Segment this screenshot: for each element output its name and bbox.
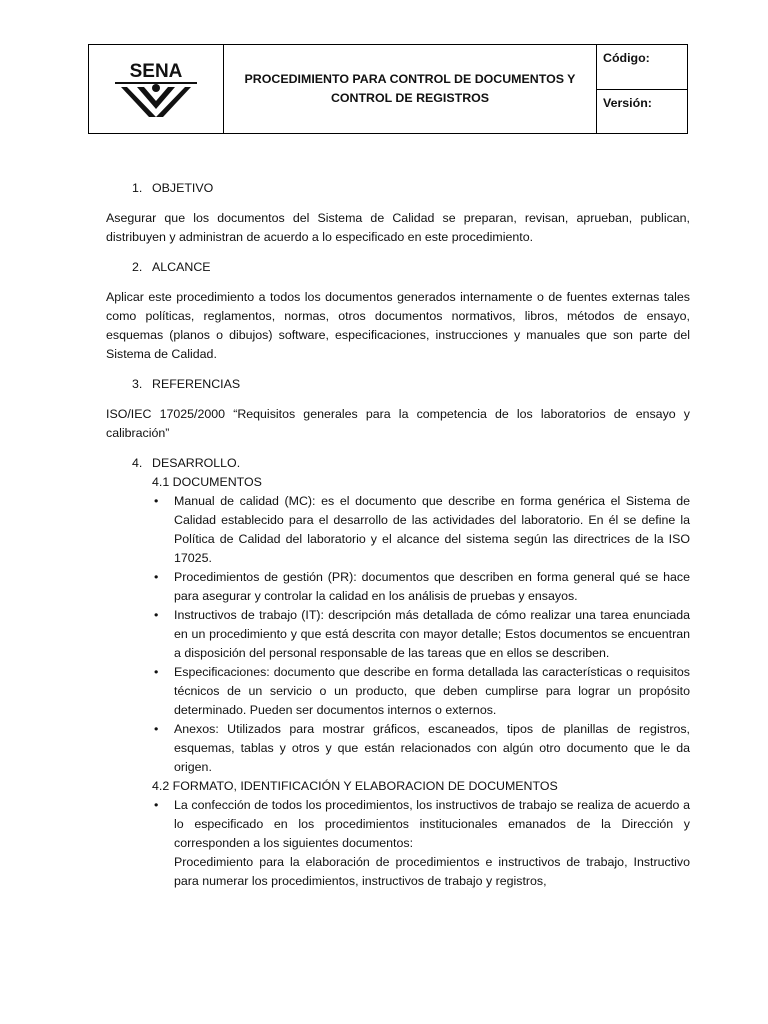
title-line-1: PROCEDIMIENTO PARA CONTROL DE DOCUMENTOS Y [244, 72, 576, 86]
section-title: DESARROLLO. [152, 456, 241, 470]
section-desarrollo-heading [132, 454, 690, 473]
version-label: Versión: [603, 95, 652, 110]
list-item-text: La confección de todos los procedimientos, los instructivos de trabajo se realiza de acuerdo a lo especificado en los procedimientos institucionales emanados de la Dirección y corresponden a los siguientes documentos: [174, 798, 690, 850]
document-types-list [152, 492, 690, 777]
section-number: 1. [132, 181, 143, 195]
section-title: REFERENCIAS [152, 377, 241, 391]
document-header-table [88, 44, 688, 134]
document-title [224, 45, 597, 133]
list-item: • Procedimientos de gestión (PR): documentos que describen en forma general qué se hace para asegurar y controlar la calidad en los análisis de pruebas y ensayos. [152, 568, 690, 606]
section-referencias-text: ISO/IEC 17025/2000 “Requisitos generales para la competencia de los laboratorios de ensayo y calibración” [106, 407, 690, 440]
document-body [106, 179, 690, 891]
section-alcance-heading [132, 258, 690, 277]
section-alcance-text: Aplicar este procedimiento a todos los documentos generados internamente o de fuentes externas tales como políticas, reglamentos, normas, otros documentos normativos, libros, métodos de ensayo, esquemas (planos o dibujos) software, especificaciones, instrucciones y manuales que son parte del Sistema de Calidad. [106, 290, 690, 361]
list-item: • Anexos: Utilizados para mostrar gráficos, escaneados, tipos de planillas de registros, esquemas, tablas y otros y que están relacionados con algún otro documento que le da origen. [152, 720, 690, 777]
formato-list [152, 796, 690, 891]
subsection-documentos [152, 473, 690, 891]
title-line-2: CONTROL DE REGISTROS [330, 91, 490, 105]
section-title: ALCANCE [152, 260, 211, 274]
codigo-cell [597, 45, 687, 90]
list-item: • Especificaciones: documento que describe en forma detallada las características o requisitos técnicos de un servicio o un producto, que deben cumplirse para lograr un propósito determinado. Pueden ser documentos internos o externos. [152, 663, 690, 720]
sena-logo-icon [107, 57, 205, 121]
list-item: • Instructivos de trabajo (IT): descripción más detallada de cómo realizar una tarea enunciada en un procedimiento y que está descrita con mayor detalle; Estos documentos se encuentran a disposición del personal responsable de las tareas que en ellos se describen. [152, 606, 690, 663]
sena-logo [89, 45, 224, 133]
section-number: 3. [132, 377, 143, 391]
list-item: • Manual de calidad (MC): es el documento que describe en forma genérica el Sistema de Calidad establecido para el desarrollo de las actividades del laboratorio. En él se define la Política de Calidad del laboratorio y el alcance del sistema según las directrices de la ISO 17025. [152, 492, 690, 568]
section-objetivo-heading [132, 179, 690, 198]
list-item [152, 796, 690, 891]
subsection-title: 4.2 FORMATO, IDENTIFICACIÓN Y ELABORACION DE DOCUMENTOS [152, 779, 558, 793]
codigo-label: Código: [603, 51, 650, 65]
logo-text: SENA [129, 61, 183, 82]
section-objetivo-text: Asegurar que los documentos del Sistema de Calidad se preparan, revisan, aprueban, publican, distribuyen y administran de acuerdo a lo especificado en este procedimiento. [106, 211, 690, 244]
version-cell [597, 90, 687, 134]
section-number: 2. [132, 260, 143, 274]
header-meta [597, 45, 687, 133]
section-title: OBJETIVO [152, 181, 214, 195]
list-item-continuation: Procedimiento para la elaboración de procedimientos e instructivos de trabajo, Instructivo para numerar los procedimientos, instructivos de trabajo y registros, [174, 855, 690, 888]
section-referencias-heading [132, 375, 690, 394]
subsection-title: 4.1 DOCUMENTOS [152, 475, 262, 489]
section-number: 4. [132, 456, 143, 470]
